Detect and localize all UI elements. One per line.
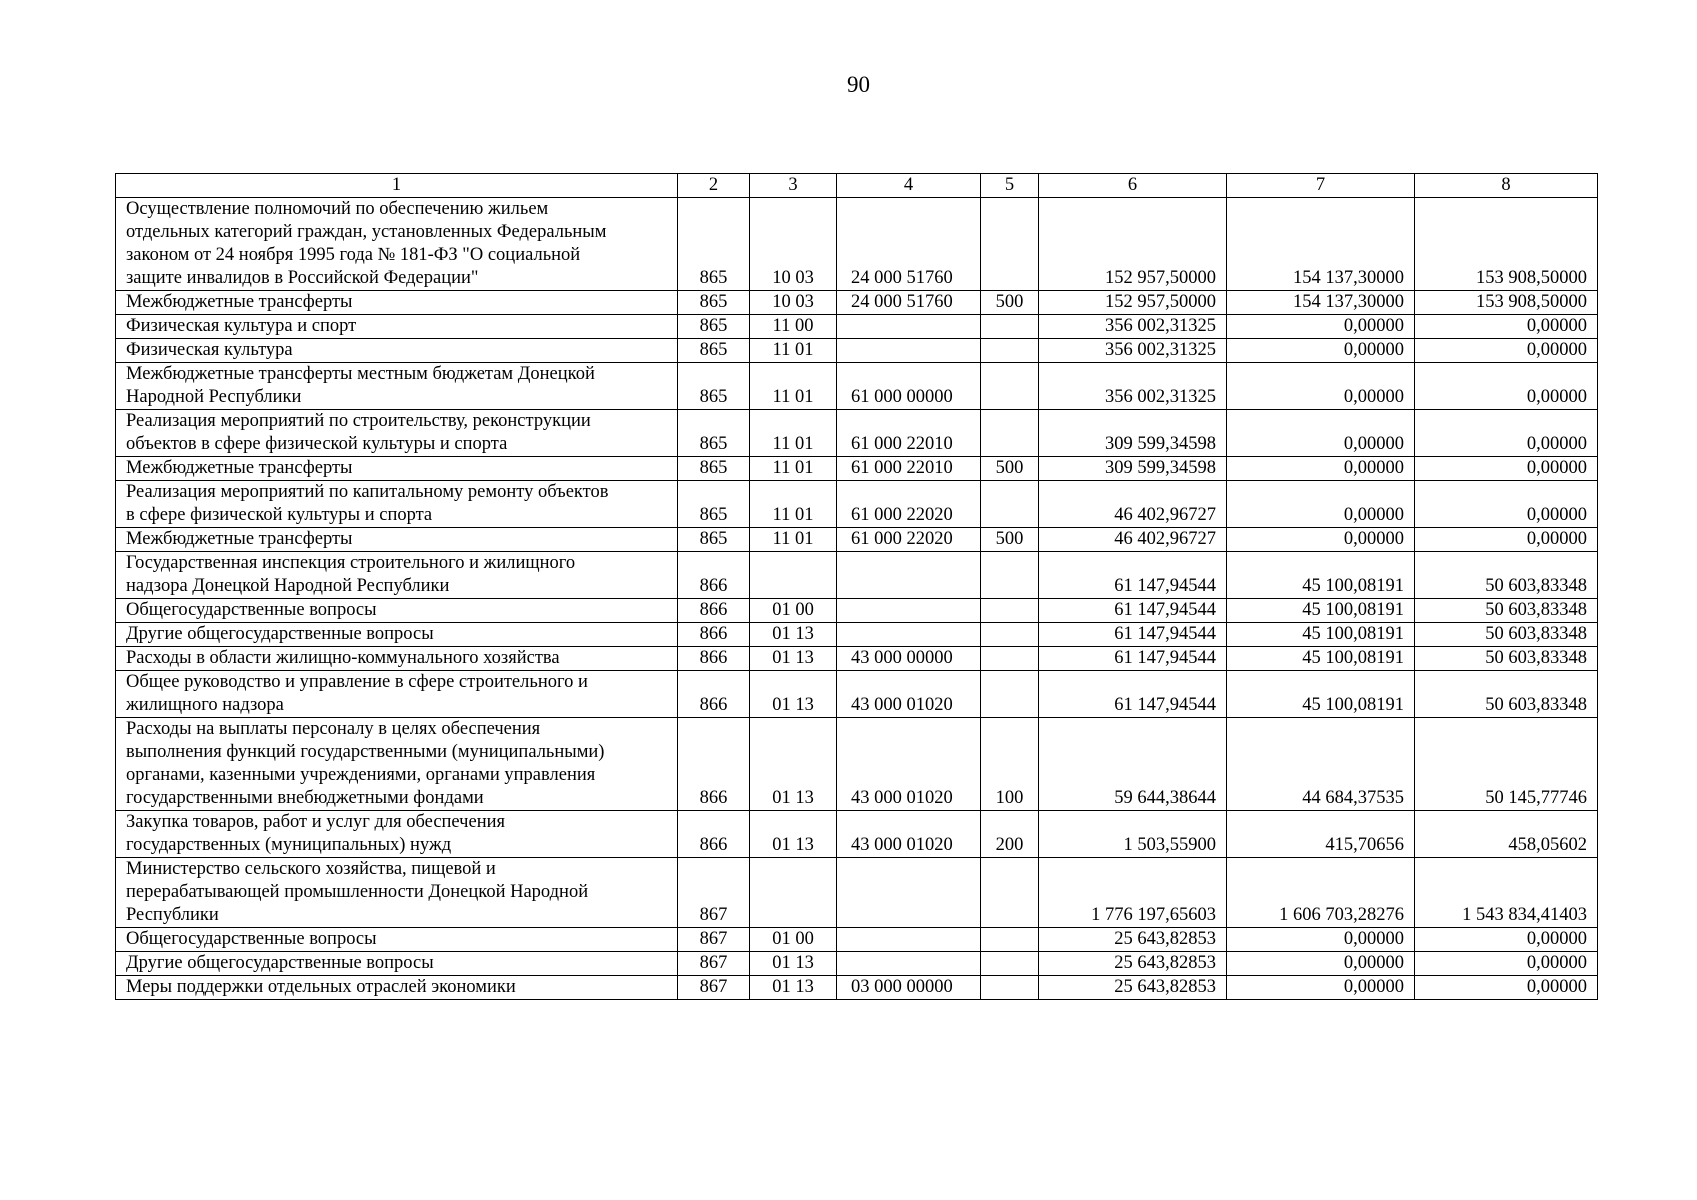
cell-amount-col6: 61 147,94544 (1039, 671, 1227, 718)
cell-amount-col7: 0,00000 (1227, 457, 1415, 481)
cell-expense-type: 100 (981, 718, 1039, 811)
cell-section-code: 01 00 (750, 928, 837, 952)
cell-section-code: 01 13 (750, 718, 837, 811)
cell-department-code: 866 (678, 718, 750, 811)
cell-amount-col8: 50 603,83348 (1415, 599, 1598, 623)
cell-department-code: 865 (678, 481, 750, 528)
cell-amount-col8: 0,00000 (1415, 952, 1598, 976)
cell-expense-type (981, 339, 1039, 363)
cell-target-article (837, 928, 981, 952)
cell-section-code: 01 13 (750, 623, 837, 647)
cell-amount-col7: 0,00000 (1227, 315, 1415, 339)
cell-amount-col6: 356 002,31325 (1039, 339, 1227, 363)
cell-name: Меры поддержки отдельных отраслей экономики (116, 976, 678, 1000)
cell-name: Реализация мероприятий по капитальному ремонту объектов в сфере физической культуры и спорта (116, 481, 678, 528)
table-row (116, 481, 1598, 528)
cell-amount-col8: 0,00000 (1415, 410, 1598, 457)
table-row (116, 858, 1598, 928)
table-row (116, 528, 1598, 552)
cell-section-code: 01 13 (750, 811, 837, 858)
table-row (116, 811, 1598, 858)
cell-amount-col8: 0,00000 (1415, 976, 1598, 1000)
cell-amount-col6: 46 402,96727 (1039, 528, 1227, 552)
table-row (116, 671, 1598, 718)
cell-expense-type (981, 858, 1039, 928)
cell-name: Физическая культура (116, 339, 678, 363)
cell-target-article (837, 315, 981, 339)
table-row (116, 928, 1598, 952)
cell-section-code: 11 01 (750, 528, 837, 552)
cell-department-code: 866 (678, 623, 750, 647)
cell-name: Физическая культура и спорт (116, 315, 678, 339)
cell-department-code: 866 (678, 599, 750, 623)
cell-target-article: 43 000 01020 (837, 671, 981, 718)
table-row (116, 952, 1598, 976)
cell-expense-type (981, 363, 1039, 410)
table-row (116, 718, 1598, 811)
cell-department-code: 866 (678, 647, 750, 671)
cell-name: Межбюджетные трансферты (116, 457, 678, 481)
cell-amount-col7: 1 606 703,28276 (1227, 858, 1415, 928)
header-col-5: 5 (981, 174, 1039, 198)
cell-amount-col8: 0,00000 (1415, 457, 1598, 481)
cell-amount-col8: 458,05602 (1415, 811, 1598, 858)
cell-amount-col6: 25 643,82853 (1039, 952, 1227, 976)
table-body (116, 198, 1598, 1000)
cell-amount-col6: 25 643,82853 (1039, 928, 1227, 952)
cell-target-article: 61 000 22010 (837, 410, 981, 457)
cell-department-code: 865 (678, 291, 750, 315)
cell-expense-type (981, 599, 1039, 623)
cell-amount-col7: 45 100,08191 (1227, 552, 1415, 599)
cell-name: Закупка товаров, работ и услуг для обеспечения государственных (муниципальных) нужд (116, 811, 678, 858)
cell-expense-type: 500 (981, 291, 1039, 315)
cell-section-code: 11 01 (750, 457, 837, 481)
cell-expense-type: 500 (981, 457, 1039, 481)
cell-expense-type (981, 647, 1039, 671)
header-col-8: 8 (1415, 174, 1598, 198)
cell-name: Межбюджетные трансферты (116, 528, 678, 552)
cell-amount-col7: 45 100,08191 (1227, 599, 1415, 623)
cell-department-code: 867 (678, 952, 750, 976)
cell-section-code (750, 858, 837, 928)
cell-amount-col6: 356 002,31325 (1039, 315, 1227, 339)
cell-department-code: 865 (678, 363, 750, 410)
cell-department-code: 865 (678, 528, 750, 552)
cell-amount-col6: 152 957,50000 (1039, 198, 1227, 291)
cell-department-code: 866 (678, 811, 750, 858)
budget-table (115, 173, 1598, 1000)
cell-target-article: 61 000 22010 (837, 457, 981, 481)
cell-section-code: 11 01 (750, 339, 837, 363)
cell-amount-col8: 0,00000 (1415, 315, 1598, 339)
cell-amount-col8: 0,00000 (1415, 363, 1598, 410)
cell-target-article: 61 000 22020 (837, 528, 981, 552)
cell-name: Реализация мероприятий по строительству, реконструкции объектов в сфере физической культуры и спорта (116, 410, 678, 457)
cell-expense-type (981, 552, 1039, 599)
cell-expense-type (981, 671, 1039, 718)
table-row (116, 599, 1598, 623)
cell-target-article: 24 000 51760 (837, 291, 981, 315)
cell-section-code (750, 552, 837, 599)
cell-target-article (837, 952, 981, 976)
cell-expense-type (981, 952, 1039, 976)
table-header-row (116, 174, 1598, 198)
cell-amount-col8: 0,00000 (1415, 481, 1598, 528)
cell-name: Расходы в области жилищно-коммунального хозяйства (116, 647, 678, 671)
table-row (116, 552, 1598, 599)
cell-name: Министерство сельского хозяйства, пищевой и перерабатывающей промышленности Донецкой Народной Республики (116, 858, 678, 928)
cell-target-article: 43 000 01020 (837, 811, 981, 858)
table-row (116, 457, 1598, 481)
cell-amount-col6: 61 147,94544 (1039, 552, 1227, 599)
header-col-2: 2 (678, 174, 750, 198)
cell-name: Межбюджетные трансферты (116, 291, 678, 315)
cell-target-article: 03 000 00000 (837, 976, 981, 1000)
cell-amount-col7: 0,00000 (1227, 339, 1415, 363)
cell-section-code: 11 01 (750, 363, 837, 410)
cell-name: Государственная инспекция строительного и жилищного надзора Донецкой Народной Республики (116, 552, 678, 599)
cell-name: Общегосударственные вопросы (116, 928, 678, 952)
cell-name: Общее руководство и управление в сфере строительного и жилищного надзора (116, 671, 678, 718)
cell-target-article (837, 339, 981, 363)
header-col-6: 6 (1039, 174, 1227, 198)
cell-amount-col6: 59 644,38644 (1039, 718, 1227, 811)
cell-amount-col8: 50 603,83348 (1415, 671, 1598, 718)
cell-amount-col7: 0,00000 (1227, 481, 1415, 528)
cell-amount-col7: 154 137,30000 (1227, 198, 1415, 291)
cell-amount-col7: 0,00000 (1227, 363, 1415, 410)
cell-amount-col7: 0,00000 (1227, 410, 1415, 457)
cell-amount-col6: 46 402,96727 (1039, 481, 1227, 528)
cell-amount-col6: 1 503,55900 (1039, 811, 1227, 858)
cell-target-article (837, 623, 981, 647)
header-col-1: 1 (116, 174, 678, 198)
cell-section-code: 01 13 (750, 647, 837, 671)
cell-amount-col6: 1 776 197,65603 (1039, 858, 1227, 928)
cell-amount-col6: 61 147,94544 (1039, 647, 1227, 671)
cell-department-code: 867 (678, 976, 750, 1000)
cell-department-code: 866 (678, 552, 750, 599)
cell-target-article (837, 858, 981, 928)
cell-name: Другие общегосударственные вопросы (116, 952, 678, 976)
cell-amount-col7: 45 100,08191 (1227, 623, 1415, 647)
cell-expense-type (981, 623, 1039, 647)
cell-amount-col7: 0,00000 (1227, 976, 1415, 1000)
cell-amount-col7: 415,70656 (1227, 811, 1415, 858)
cell-amount-col8: 50 603,83348 (1415, 552, 1598, 599)
cell-department-code: 865 (678, 410, 750, 457)
cell-expense-type (981, 315, 1039, 339)
cell-amount-col8: 1 543 834,41403 (1415, 858, 1598, 928)
cell-amount-col8: 0,00000 (1415, 928, 1598, 952)
cell-department-code: 865 (678, 457, 750, 481)
cell-section-code: 10 03 (750, 291, 837, 315)
cell-expense-type (981, 976, 1039, 1000)
cell-amount-col7: 0,00000 (1227, 528, 1415, 552)
cell-department-code: 867 (678, 858, 750, 928)
table-row (116, 623, 1598, 647)
cell-amount-col8: 0,00000 (1415, 528, 1598, 552)
cell-target-article: 43 000 01020 (837, 718, 981, 811)
cell-amount-col7: 45 100,08191 (1227, 671, 1415, 718)
cell-amount-col6: 25 643,82853 (1039, 976, 1227, 1000)
cell-department-code: 865 (678, 339, 750, 363)
cell-department-code: 865 (678, 315, 750, 339)
cell-expense-type (981, 198, 1039, 291)
page-number: 90 (847, 72, 870, 97)
table-row (116, 363, 1598, 410)
cell-target-article: 61 000 00000 (837, 363, 981, 410)
cell-expense-type: 500 (981, 528, 1039, 552)
cell-name: Межбюджетные трансферты местным бюджетам Донецкой Народной Республики (116, 363, 678, 410)
cell-amount-col8: 50 603,83348 (1415, 647, 1598, 671)
table-row (116, 198, 1598, 291)
cell-expense-type (981, 928, 1039, 952)
header-col-3: 3 (750, 174, 837, 198)
cell-amount-col8: 153 908,50000 (1415, 291, 1598, 315)
cell-amount-col6: 309 599,34598 (1039, 457, 1227, 481)
cell-amount-col8: 0,00000 (1415, 339, 1598, 363)
cell-section-code: 01 13 (750, 976, 837, 1000)
cell-section-code: 01 13 (750, 671, 837, 718)
cell-amount-col7: 45 100,08191 (1227, 647, 1415, 671)
cell-name: Расходы на выплаты персоналу в целях обеспечения выполнения функций государственными (муниципальными) органами, казенными учреждениями, органами управления государственными внебюджетными фондами (116, 718, 678, 811)
table-row (116, 647, 1598, 671)
cell-amount-col8: 153 908,50000 (1415, 198, 1598, 291)
header-col-7: 7 (1227, 174, 1415, 198)
cell-target-article: 61 000 22020 (837, 481, 981, 528)
cell-target-article: 24 000 51760 (837, 198, 981, 291)
cell-department-code: 866 (678, 671, 750, 718)
cell-target-article (837, 552, 981, 599)
table-row (116, 976, 1598, 1000)
cell-amount-col6: 61 147,94544 (1039, 599, 1227, 623)
cell-section-code: 10 03 (750, 198, 837, 291)
cell-amount-col6: 309 599,34598 (1039, 410, 1227, 457)
table-row (116, 410, 1598, 457)
cell-department-code: 865 (678, 198, 750, 291)
cell-amount-col7: 44 684,37535 (1227, 718, 1415, 811)
cell-amount-col8: 50 603,83348 (1415, 623, 1598, 647)
table-row (116, 315, 1598, 339)
cell-section-code: 11 00 (750, 315, 837, 339)
cell-section-code: 01 13 (750, 952, 837, 976)
cell-expense-type (981, 481, 1039, 528)
cell-section-code: 01 00 (750, 599, 837, 623)
table-row (116, 291, 1598, 315)
cell-amount-col7: 154 137,30000 (1227, 291, 1415, 315)
cell-amount-col6: 152 957,50000 (1039, 291, 1227, 315)
cell-name: Общегосударственные вопросы (116, 599, 678, 623)
cell-section-code: 11 01 (750, 410, 837, 457)
cell-expense-type (981, 410, 1039, 457)
cell-amount-col7: 0,00000 (1227, 928, 1415, 952)
cell-name: Осуществление полномочий по обеспечению жильем отдельных категорий граждан, установленных Федеральным законом от 24 ноября 1995 года № 181-ФЗ "О социальной защите инвалидов в Российской Федерации" (116, 198, 678, 291)
cell-target-article: 43 000 00000 (837, 647, 981, 671)
cell-amount-col6: 356 002,31325 (1039, 363, 1227, 410)
header-col-4: 4 (837, 174, 981, 198)
cell-amount-col8: 50 145,77746 (1415, 718, 1598, 811)
cell-name: Другие общегосударственные вопросы (116, 623, 678, 647)
cell-expense-type: 200 (981, 811, 1039, 858)
cell-amount-col7: 0,00000 (1227, 952, 1415, 976)
table-row (116, 339, 1598, 363)
cell-target-article (837, 599, 981, 623)
cell-department-code: 867 (678, 928, 750, 952)
cell-amount-col6: 61 147,94544 (1039, 623, 1227, 647)
cell-section-code: 11 01 (750, 481, 837, 528)
